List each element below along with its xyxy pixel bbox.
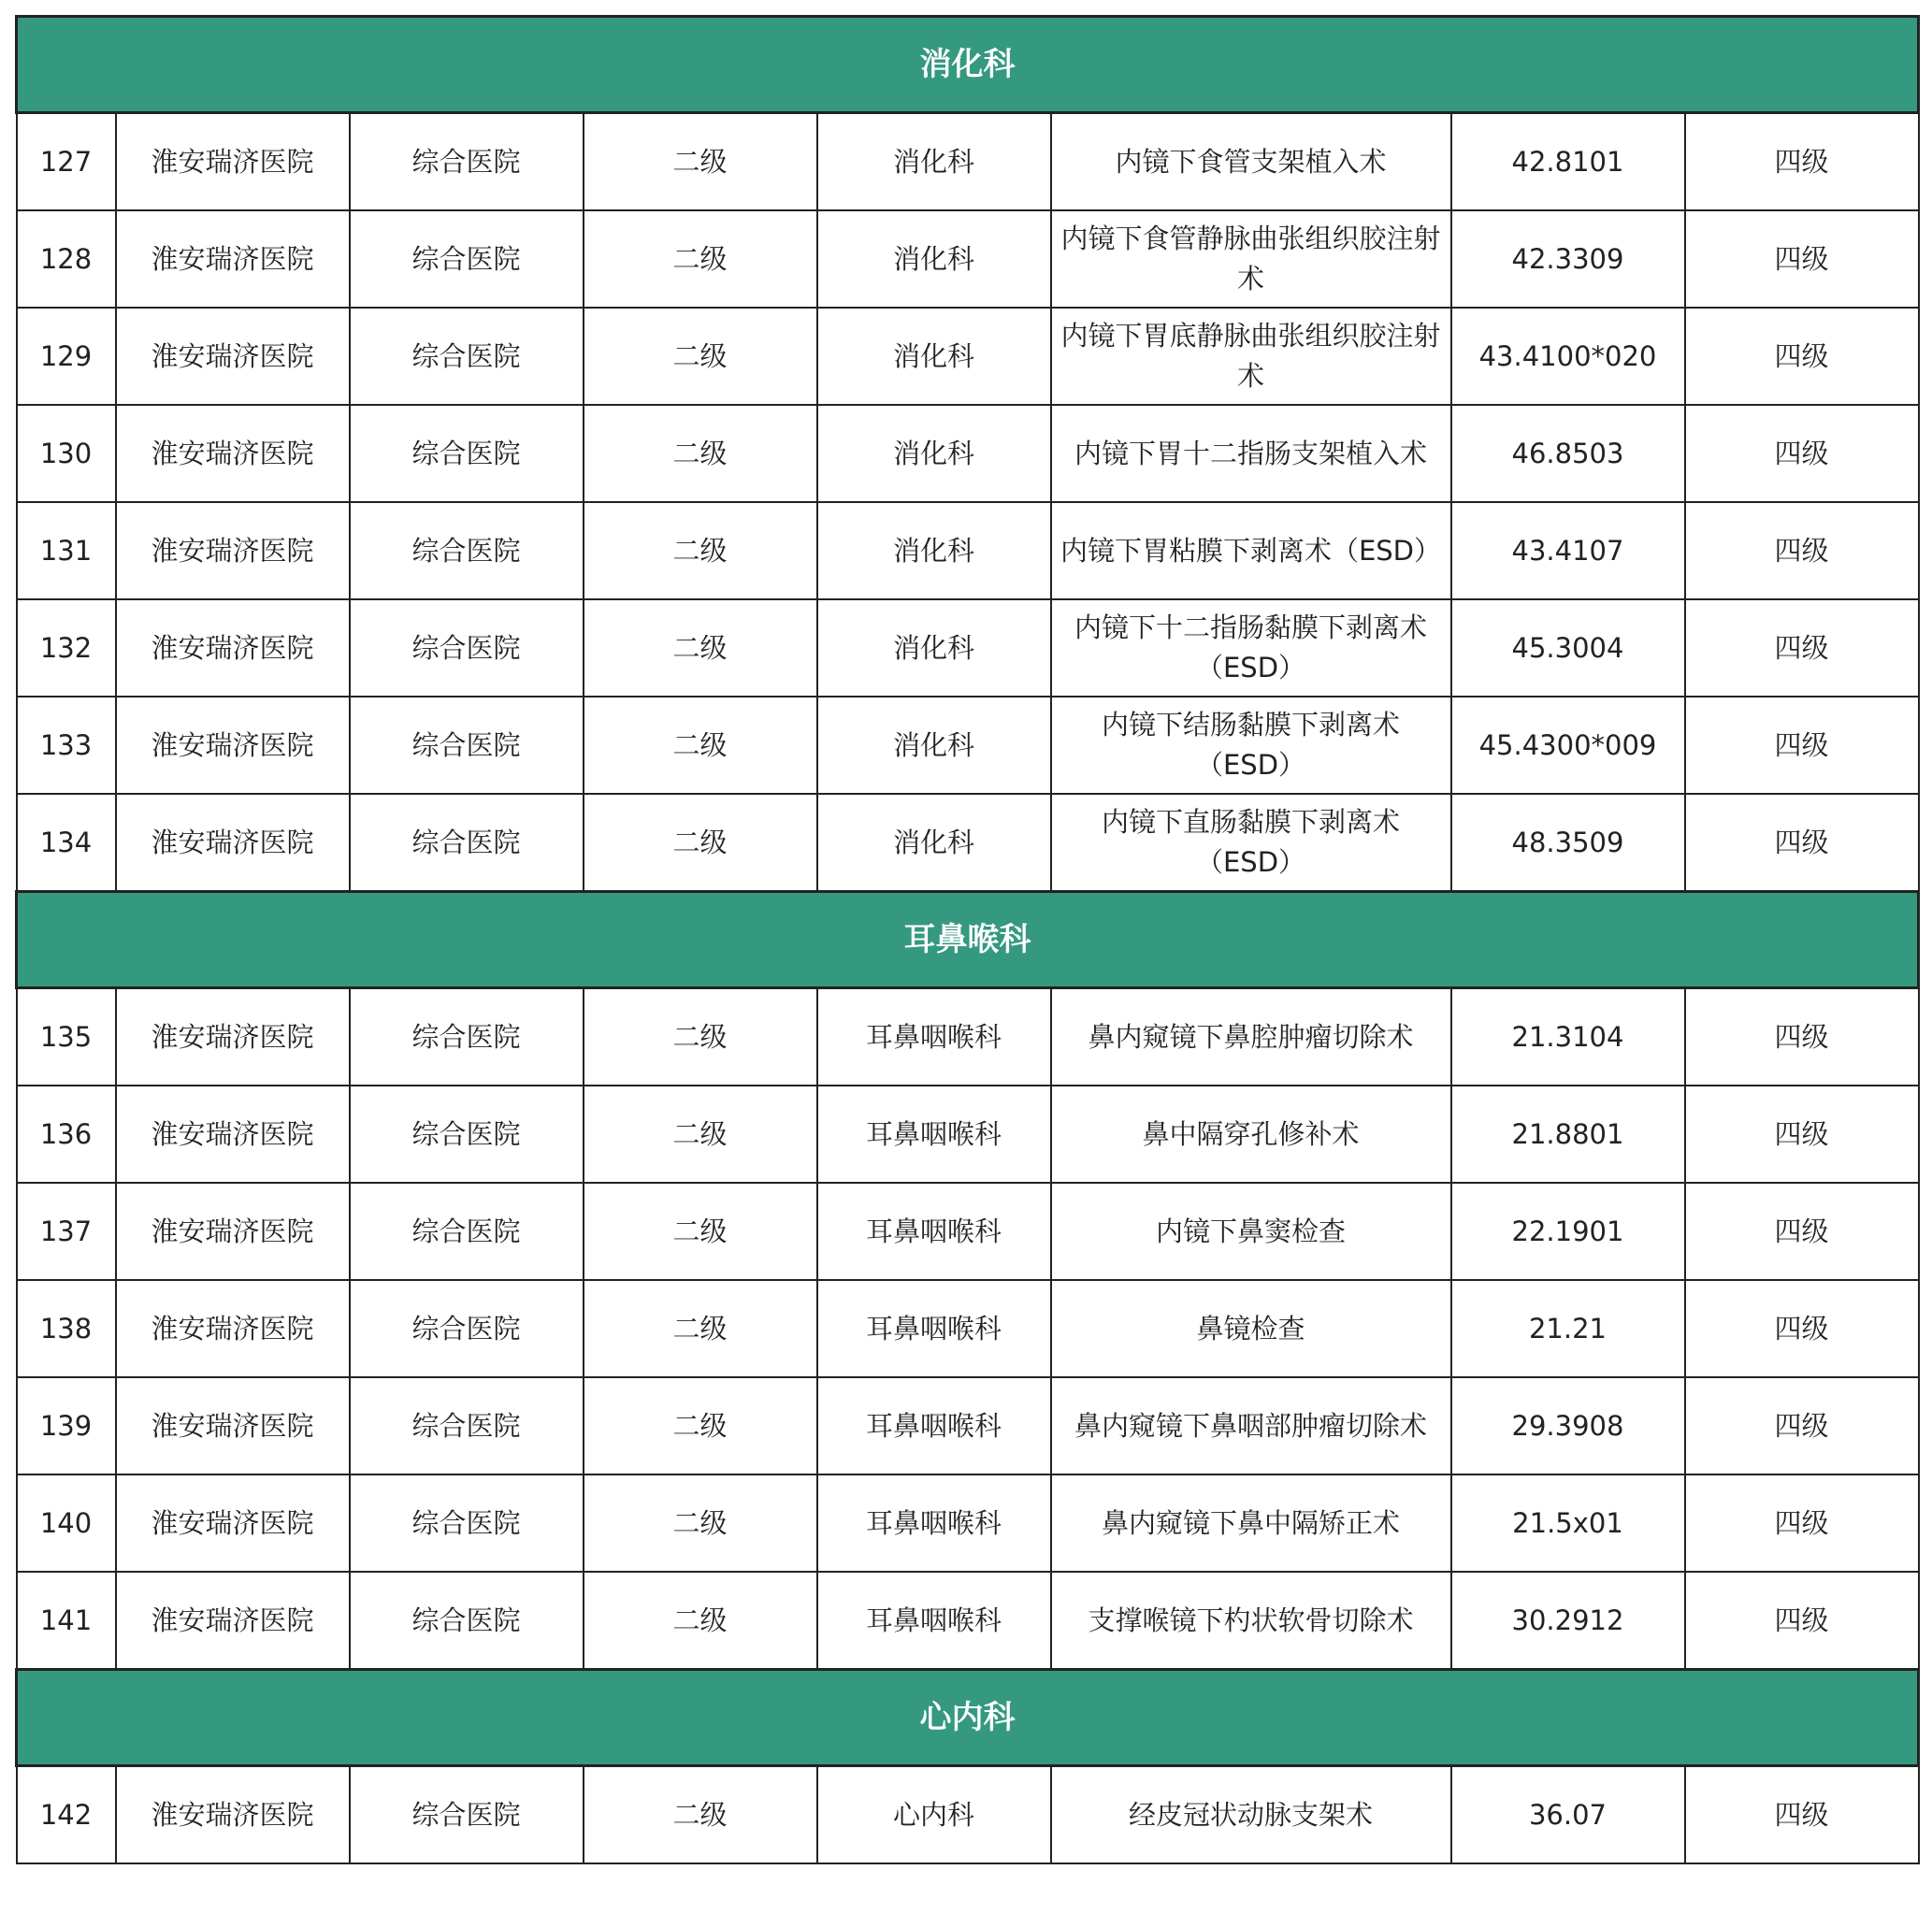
row-number: 132 [17,599,116,697]
hospital-level: 二级 [584,794,817,892]
hospital-level: 二级 [584,113,817,211]
table-row [17,599,1919,697]
procedure-name: 内镜下胃底静脉曲张组织胶注射术 [1051,308,1451,405]
table-row [17,988,1919,1086]
department: 消化科 [817,697,1051,794]
table-row [17,794,1919,892]
hospital-type: 综合医院 [350,1766,584,1864]
hospital-type: 综合医院 [350,113,584,211]
procedure-table [15,15,1920,1864]
hospital-level: 二级 [584,1086,817,1183]
procedure-name: 内镜下食管支架植入术 [1051,113,1451,211]
hospital-level: 二级 [584,697,817,794]
row-number: 136 [17,1086,116,1183]
department: 耳鼻咽喉科 [817,1474,1051,1572]
department: 耳鼻咽喉科 [817,1572,1051,1670]
procedure-code: 30.2912 [1451,1572,1685,1670]
procedure-code: 21.8801 [1451,1086,1685,1183]
table-row [17,1377,1919,1474]
row-number: 141 [17,1572,116,1670]
hospital-name: 淮安瑞济医院 [116,1183,350,1280]
procedure-grade: 四级 [1685,697,1919,794]
department: 消化科 [817,405,1051,502]
department: 耳鼻咽喉科 [817,1377,1051,1474]
procedure-code: 46.8503 [1451,405,1685,502]
department: 消化科 [817,502,1051,599]
row-number: 134 [17,794,116,892]
procedure-name: 鼻中隔穿孔修补术 [1051,1086,1451,1183]
hospital-name: 淮安瑞济医院 [116,405,350,502]
hospital-level: 二级 [584,1766,817,1864]
hospital-name: 淮安瑞济医院 [116,502,350,599]
table-row [17,1280,1919,1377]
procedure-code: 29.3908 [1451,1377,1685,1474]
hospital-type: 综合医院 [350,1086,584,1183]
section-title: 耳鼻喉科 [17,892,1919,988]
procedure-grade: 四级 [1685,308,1919,405]
row-number: 140 [17,1474,116,1572]
table-row [17,502,1919,599]
row-number: 127 [17,113,116,211]
section-header-row [17,892,1919,988]
table-row [17,1572,1919,1670]
hospital-name: 淮安瑞济医院 [116,794,350,892]
hospital-type: 综合医院 [350,599,584,697]
section-title: 消化科 [17,17,1919,113]
hospital-type: 综合医院 [350,794,584,892]
procedure-code: 43.4107 [1451,502,1685,599]
hospital-name: 淮安瑞济医院 [116,1280,350,1377]
procedure-name: 鼻镜检查 [1051,1280,1451,1377]
hospital-level: 二级 [584,1183,817,1280]
hospital-type: 综合医院 [350,697,584,794]
hospital-level: 二级 [584,988,817,1086]
procedure-grade: 四级 [1685,599,1919,697]
procedure-grade: 四级 [1685,794,1919,892]
hospital-name: 淮安瑞济医院 [116,1572,350,1670]
table-row [17,210,1919,308]
hospital-level: 二级 [584,405,817,502]
procedure-grade: 四级 [1685,1086,1919,1183]
hospital-type: 综合医院 [350,405,584,502]
procedure-code: 36.07 [1451,1766,1685,1864]
table-row [17,113,1919,211]
hospital-level: 二级 [584,1280,817,1377]
hospital-type: 综合医院 [350,1183,584,1280]
hospital-type: 综合医院 [350,308,584,405]
hospital-level: 二级 [584,599,817,697]
procedure-grade: 四级 [1685,988,1919,1086]
hospital-type: 综合医院 [350,988,584,1086]
procedure-code: 48.3509 [1451,794,1685,892]
procedure-code: 45.3004 [1451,599,1685,697]
procedure-grade: 四级 [1685,1280,1919,1377]
hospital-type: 综合医院 [350,1474,584,1572]
procedure-grade: 四级 [1685,1572,1919,1670]
procedure-code: 42.8101 [1451,113,1685,211]
procedure-code: 21.5x01 [1451,1474,1685,1572]
department: 心内科 [817,1766,1051,1864]
department: 消化科 [817,210,1051,308]
procedure-grade: 四级 [1685,1183,1919,1280]
table-body [17,17,1919,1864]
procedure-code: 43.4100*020 [1451,308,1685,405]
department: 消化科 [817,794,1051,892]
procedure-name: 内镜下胃十二指肠支架植入术 [1051,405,1451,502]
procedure-code: 21.3104 [1451,988,1685,1086]
row-number: 130 [17,405,116,502]
procedure-grade: 四级 [1685,405,1919,502]
department: 消化科 [817,599,1051,697]
hospital-name: 淮安瑞济医院 [116,697,350,794]
procedure-grade: 四级 [1685,113,1919,211]
hospital-level: 二级 [584,308,817,405]
hospital-name: 淮安瑞济医院 [116,1086,350,1183]
procedure-grade: 四级 [1685,1377,1919,1474]
hospital-type: 综合医院 [350,502,584,599]
hospital-name: 淮安瑞济医院 [116,113,350,211]
hospital-name: 淮安瑞济医院 [116,1474,350,1572]
procedure-code: 45.4300*009 [1451,697,1685,794]
hospital-type: 综合医院 [350,1280,584,1377]
hospital-name: 淮安瑞济医院 [116,1377,350,1474]
department: 消化科 [817,113,1051,211]
procedure-list-sheet [15,15,1917,1864]
procedure-name: 鼻内窥镜下鼻咽部肿瘤切除术 [1051,1377,1451,1474]
procedure-grade: 四级 [1685,210,1919,308]
hospital-type: 综合医院 [350,1377,584,1474]
hospital-name: 淮安瑞济医院 [116,988,350,1086]
procedure-code: 42.3309 [1451,210,1685,308]
table-row [17,1086,1919,1183]
hospital-type: 综合医院 [350,1572,584,1670]
row-number: 142 [17,1766,116,1864]
department: 耳鼻咽喉科 [817,1086,1051,1183]
procedure-name: 内镜下结肠黏膜下剥离术（ESD） [1051,697,1451,794]
procedure-name: 鼻内窥镜下鼻腔肿瘤切除术 [1051,988,1451,1086]
hospital-name: 淮安瑞济医院 [116,1766,350,1864]
department: 耳鼻咽喉科 [817,988,1051,1086]
table-row [17,308,1919,405]
row-number: 137 [17,1183,116,1280]
procedure-grade: 四级 [1685,1474,1919,1572]
procedure-name: 支撑喉镜下杓状软骨切除术 [1051,1572,1451,1670]
row-number: 133 [17,697,116,794]
procedure-grade: 四级 [1685,1766,1919,1864]
table-row [17,405,1919,502]
hospital-level: 二级 [584,1377,817,1474]
row-number: 138 [17,1280,116,1377]
procedure-grade: 四级 [1685,502,1919,599]
hospital-level: 二级 [584,1474,817,1572]
hospital-name: 淮安瑞济医院 [116,599,350,697]
procedure-name: 内镜下鼻窦检查 [1051,1183,1451,1280]
hospital-name: 淮安瑞济医院 [116,308,350,405]
table-row [17,697,1919,794]
row-number: 128 [17,210,116,308]
row-number: 139 [17,1377,116,1474]
procedure-name: 内镜下食管静脉曲张组织胶注射术 [1051,210,1451,308]
row-number: 135 [17,988,116,1086]
procedure-name: 内镜下直肠黏膜下剥离术（ESD） [1051,794,1451,892]
hospital-level: 二级 [584,210,817,308]
procedure-name: 鼻内窥镜下鼻中隔矫正术 [1051,1474,1451,1572]
hospital-name: 淮安瑞济医院 [116,210,350,308]
department: 耳鼻咽喉科 [817,1183,1051,1280]
row-number: 131 [17,502,116,599]
procedure-code: 22.1901 [1451,1183,1685,1280]
table-row [17,1766,1919,1864]
department: 消化科 [817,308,1051,405]
department: 耳鼻咽喉科 [817,1280,1051,1377]
hospital-level: 二级 [584,502,817,599]
section-header-row [17,1670,1919,1766]
procedure-name: 内镜下胃粘膜下剥离术（ESD） [1051,502,1451,599]
procedure-name: 内镜下十二指肠黏膜下剥离术（ESD） [1051,599,1451,697]
hospital-type: 综合医院 [350,210,584,308]
section-title: 心内科 [17,1670,1919,1766]
hospital-level: 二级 [584,1572,817,1670]
table-row [17,1474,1919,1572]
procedure-code: 21.21 [1451,1280,1685,1377]
row-number: 129 [17,308,116,405]
table-row [17,1183,1919,1280]
section-header-row [17,17,1919,113]
procedure-name: 经皮冠状动脉支架术 [1051,1766,1451,1864]
